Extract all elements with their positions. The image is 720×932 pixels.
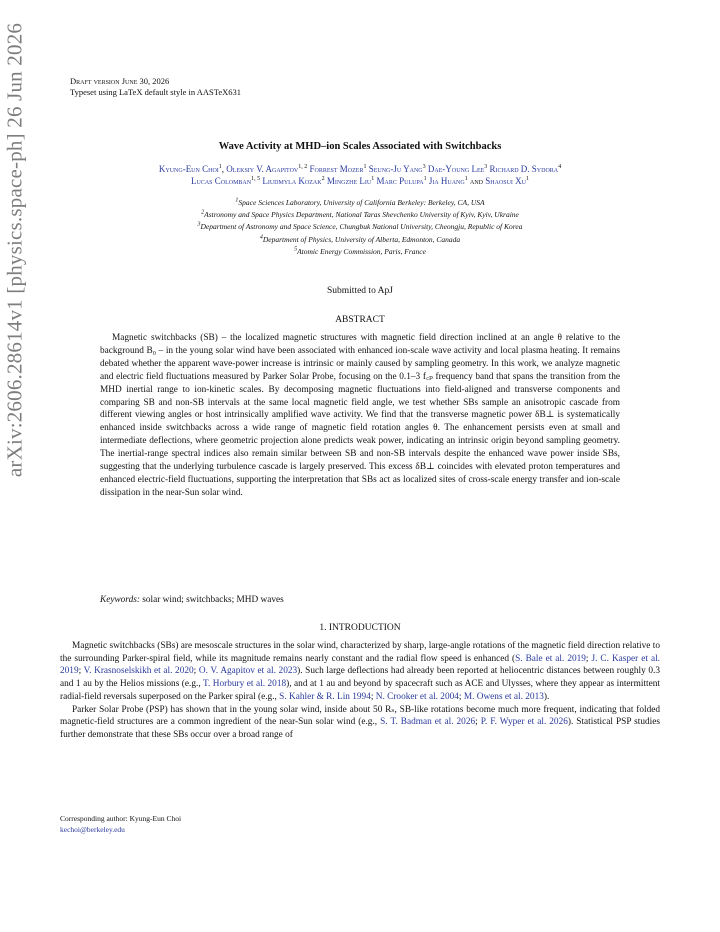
author-affiliation-mark: 1 <box>218 164 222 170</box>
citation-link[interactable]: N. Crooker et al. 2004 <box>375 691 459 702</box>
author-separator: and <box>467 176 486 186</box>
author-affiliation-mark: 1 <box>526 176 529 182</box>
author-affiliation-mark: 4 <box>558 164 562 170</box>
citation-link[interactable]: S. Bale et al. 2019 <box>515 653 586 664</box>
author-name[interactable]: Jia Huang <box>428 176 465 186</box>
author-separator: , <box>221 164 227 174</box>
author-affiliation-mark: 1, 2 <box>298 164 308 170</box>
abstract-text: Magnetic switchbacks (SB) – the localized magnetic structures with magnetic field direction inclined at an angle θ relative to the background B₀ – in the young solar wind have been associated with enhanced ion-scale wave activity and local plasma heating. It remains debated whether the apparent wave-power increase is intrinsic or mainly caused by sampling geometry. In this work, we analyze magnetic and electric field fluctuations measured by Parker Solar Probe, focusing on the 0.1–3 f꜀ₚ frequency band that spans the transition from the MHD inertial range to ion-kinetic scales. By decomposing magnetic fluctuations into field-aligned and transverse components and comparing SB and non-SB intervals at the same local magnetic field angle, we test whether SBs sample an anisotropic cascade from different viewing angles or host intrinsically amplified wave activity. We find that the transverse magnetic power δB⊥ is systematically enhanced inside switchbacks across a wide range of magnetic field rotation angles θ. The enhancement persists even at small and intermediate deflections, where geometric projection alone predicts weak power, indicating an intrinsic origin beyond sampling geometry. The inertial-range spectral indices also remain similar between SB and non-SB intervals despite the enhanced wave power inside SBs, suggesting that the underlying turbulence cascade is largely preserved. This excess δB⊥ coincides with elevated proton temperatures and enhanced electric-field fluctuations, supporting the interpretation that SBs act as localized sites of cross-scale energy transfer and ion-scale dissipation in the near-Sun solar wind. <box>100 333 620 498</box>
paragraph-text: Parker Solar Probe (PSP) has shown that in the young solar wind, inside about 50 Rₛ, SB-like rotations become much more frequent, indicating that folded magnetic-field structures are a common ingredient of the near-Sun solar wind (e.g., <box>60 704 660 728</box>
author-affiliation-mark: 2 <box>321 176 325 182</box>
affiliation-text: Astronomy and Space Physics Department, National Taras Shevchenko University of Kyiv, Kyiv, Ukraine <box>204 210 519 220</box>
affiliation-number: 1 <box>235 197 239 204</box>
introduction-body <box>60 640 660 742</box>
keywords <box>100 595 620 605</box>
paragraph-text: ; <box>370 691 376 702</box>
paragraph-text: ), and at 1 au and beyond by spacecraft such as ACE and Ulysses, where they appear as intermittent radial-field reversals superposed on the Parker spiral (e.g., <box>60 679 660 702</box>
affiliation-number: 5 <box>294 246 298 253</box>
paragraph-text: Magnetic switchbacks (SBs) are mesoscale structures in the solar wind, characterized by sharp, large-angle rotations of the magnetic field direction relative to the surrounding Parker-spiral field, while its magnitude remains nearly constant and the radial flow speed is enhanced ( <box>60 641 660 664</box>
affiliation-line <box>60 197 660 209</box>
citation-link[interactable]: P. F. Wyper et al. 2026 <box>480 717 568 728</box>
intro-paragraph-2 <box>60 704 660 742</box>
keywords-label: Keywords: <box>100 595 140 605</box>
paragraph-text: ). Such large deflections had already been reported at heliocentric distances between roughly 0.3 and 1 au by the Helios missions (e.g., <box>60 666 660 690</box>
author-affiliation-mark: 3 <box>422 164 426 170</box>
affiliation-list <box>60 197 660 258</box>
submitted-note: Submitted to ApJ <box>327 286 393 296</box>
draft-date: June 30, 2026 <box>121 76 170 86</box>
author-name[interactable]: Lucas Colomban <box>191 176 252 186</box>
affiliation-line <box>60 221 660 233</box>
author-affiliation-mark: 1, 5 <box>251 176 261 182</box>
author-list <box>60 163 660 187</box>
typeset-line: Typeset using LaTeX default style in AASTeX631 <box>70 87 242 97</box>
author-affiliation-mark: 1 <box>423 176 427 182</box>
author-name[interactable]: Marc Pulupa <box>376 176 424 186</box>
author-name[interactable]: Seung-Ju Yang <box>368 164 423 174</box>
author-name[interactable]: Mingzhe Liu <box>326 176 372 186</box>
affiliation-line <box>60 246 660 258</box>
affiliation-line <box>60 234 660 246</box>
author-email-link[interactable]: kechoi@berkeley.edu <box>60 825 125 834</box>
corresponding-author: Corresponding author: Kyung-Eun Choi <box>60 814 182 823</box>
affiliation-line <box>60 209 660 221</box>
author-affiliation-mark: 1 <box>371 176 375 182</box>
citation-link[interactable]: T. Horbury et al. 2018 <box>202 679 287 690</box>
paragraph-text: ; <box>78 666 84 677</box>
section-heading-introduction: 1. INTRODUCTION <box>319 623 401 633</box>
affiliation-number: 2 <box>201 209 205 216</box>
author-name[interactable]: Oleksiy V. Agapitov <box>226 164 299 174</box>
citation-link[interactable]: V. Krasnoselskikh et al. 2020 <box>83 666 194 677</box>
paragraph-text: ). Statistical PSP studies further demonstrate that these SBs occur over a broad range of <box>60 717 660 740</box>
affiliation-number: 3 <box>197 221 201 228</box>
paragraph-text: ; <box>458 691 464 702</box>
author-name[interactable]: Kyung-Eun Choi <box>158 164 219 174</box>
author-name[interactable]: Shaosui Xu <box>485 176 526 186</box>
arxiv-identifier: arXiv:2606.28614v1 [physics.space-ph] 26 Jun 2026 <box>2 22 27 478</box>
author-name[interactable]: Forrest Mozer <box>309 164 364 174</box>
affiliation-number: 4 <box>259 234 263 241</box>
citation-link[interactable]: S. Kahler & R. Lin 1994 <box>279 691 371 702</box>
draft-label: Draft version <box>70 76 120 86</box>
draft-version-line <box>70 76 241 87</box>
citation-link[interactable]: M. Owens et al. 2013 <box>463 691 544 702</box>
paragraph-text: ; <box>585 653 592 664</box>
author-name[interactable]: Dae-Young Lee <box>427 164 485 174</box>
citation-link[interactable]: J. C. Kasper et al. 2019 <box>60 653 660 677</box>
citation-link[interactable]: O. V. Agapitov et al. 2023 <box>198 666 298 677</box>
citation-link[interactable]: S. T. Badman et al. 2026 <box>380 717 476 728</box>
paragraph-text: ; <box>475 717 481 728</box>
author-name[interactable]: Richard D. Sydora <box>489 164 559 174</box>
affiliation-text: Atomic Energy Commission, Paris, France <box>297 246 426 256</box>
footnote <box>60 813 181 835</box>
affiliation-text: Department of Astronomy and Space Science, Chungbuk National University, Cheongju, Republic of Korea <box>200 222 523 232</box>
author-affiliation-mark: 1 <box>464 176 468 182</box>
paragraph-text: ; <box>193 666 199 677</box>
author-affiliation-mark: 3 <box>484 164 488 170</box>
affiliation-text: Department of Physics, University of Alberta, Edmonton, Canada <box>262 234 461 244</box>
affiliation-text: Space Sciences Laboratory, University of California Berkeley: Berkeley, CA, USA <box>238 198 485 207</box>
author-name[interactable]: Liudmyla Kozak <box>262 176 322 186</box>
draft-header <box>70 76 241 98</box>
intro-paragraph-1 <box>60 640 660 704</box>
paper-title: Wave Activity at MHD–ion Scales Associated with Switchbacks <box>218 141 502 152</box>
keywords-text: solar wind; switchbacks; MHD waves <box>142 595 284 605</box>
author-affiliation-mark: 1 <box>363 164 367 170</box>
paragraph-text: ). <box>543 691 550 702</box>
abstract-heading: ABSTRACT <box>335 315 385 325</box>
